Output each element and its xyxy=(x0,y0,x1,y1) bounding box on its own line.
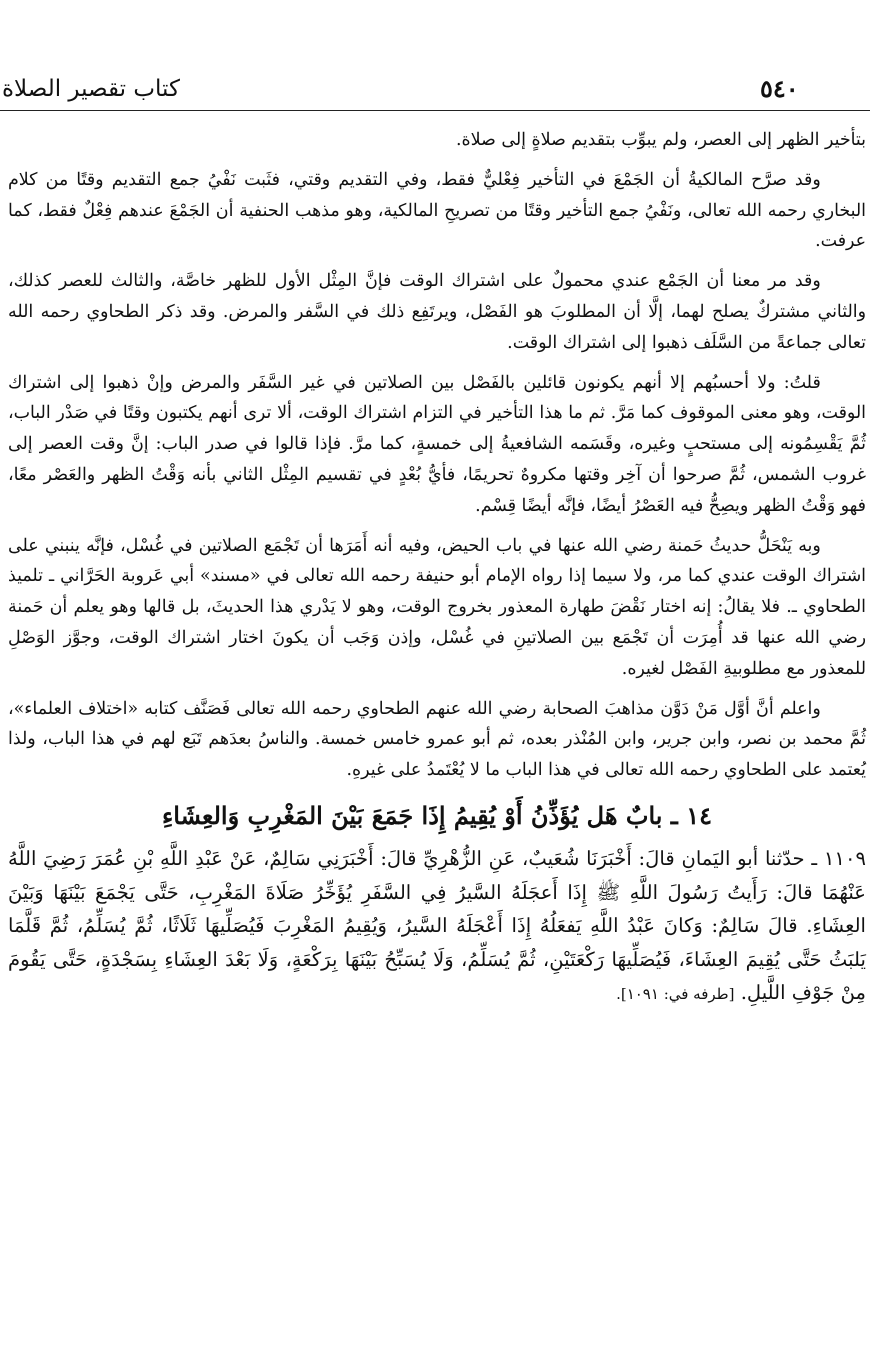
paragraph-qultu: قلتُ: ولا أحسبُهم إلا أنهم يكونون قائلين بالفَصْل بين الصلاتين في غير السَّفَر والمرض وإنْ ذهبوا إلى اشتراك الوقت، وهو معنى الموقوف كما مَرَّ. ثم ما هذا التأخير في التزام اشتراك الوقت، ألا ترى أنهم يكتبون وقتًا في صَدْر الباب، ثُمَّ يَقْسِمُونه إلى مستحبٍ وغيره، وقَسَمه الشافعيةُ إلى خمسةٍ، كما مرَّ. فإذا قالوا في صدر الباب: إنَّ وقت العصر إلى غروب الشمس، ثُمَّ صرحوا أن آخِر وقتها مكروهٌ تحريمًا، فأيُّ بُعْدٍ في تقسيم المِثْل الثاني بأنه وَقْتُ الظهر والعَصْر معًا، فهو وَقْتُ الظهر ويصِحُّ فيه العَصْرُ أيضًا، فإنَّه أيضًا قِسْم. xyxy=(8,372,866,516)
paragraph-shared-time: وقد مر معنا أن الجَمْع عندي محمولٌ على اشتراك الوقت فإنَّ المِثْل الأول للظهر خاصَّة، والثالث للعصر كذلك، والثاني مشتركٌ يصلح لهما، إلَّا أن المطلوبَ هو الفَصْل، ويرتَفِع ذلك في السَّفر والمرض. وقد ذكر الطحاوي رحمه الله تعالى جماعةً من السَّلَف ذهبوا إلى اشتراك الوقت. xyxy=(8,271,866,353)
hadith-body: ١١٠٩ ـ حدّثنا أبو اليَمانِ قالَ: أَخْبَرَنَا شُعَيبٌ، عَنِ الزُّهْرِيِّ قالَ: أَخْبَرَنِي سَالِمٌ، عَنْ عَبْدِ اللَّهِ بْنِ عُمَرَ رَضِيَ اللَّهُ عَنْهُمَا قالَ: رَأَيتُ رَسُولَ اللَّهِ ﷺ إِذَا أَعجَلَهُ السَّيرُ فِي السَّفَرِ يُؤَخِّرُ صَلَاةَ المَغْرِبِ، حَتَّى يَجْمَعَ بَيْنَهَا وَبَيْنَ العِشَاءِ. قالَ سَالِمٌ: وَكانَ عَبْدُ اللَّهِ يَفعَلُهُ إِذَا أَعْجَلَهُ السَّيرُ، وَيُقِيمُ المَغْرِبَ فَيُصَلِّيهَا ثَلَاثًا، ثُمَّ يُسَلِّمُ، ثُمَّ قَلَّمَا يَلبَثُ حَتَّى يُقِيمَ العِشَاءَ، فَيُصَلِّيهَا رَكْعَتَيْنِ، ثُمَّ يُسَلِّمُ، وَلَا يُسَبِّحُ بَيْنَهَا بِرَكْعَةٍ، وَلَا بَعْدَ العِشَاءِ بِسَجْدَةٍ، حَتَّى يَقُومَ مِنْ جَوْفِ اللَّيلِ. xyxy=(8,846,866,1005)
page-body xyxy=(8,125,866,1021)
paragraph-tahawi: واعلم أنَّ أوَّل مَنْ دَوَّن مذاهبَ الصحابة رضي الله عنهم الطحاوي رحمه الله تعالى فَصَنَّف كتابه «اختلاف العلماء»، ثُمَّ محمد بن نصر، وابن جرير، وابن المُنْذر بعده، ثم أبو عمرو خامس خمسة. والناسُ بعدَهم تَبَع لهم في هذا الباب، ولذا يُعتمد على الطحاوي رحمه الله تعالى في هذا الباب ما لا يُعْتَمدُ على غيرهِ. xyxy=(8,698,866,781)
running-header xyxy=(0,70,870,111)
paragraph-maliki: وقد صرَّح المالكيةُ أن الجَمْعَ في التأخير فِعْليٌّ فقط، وفي التقديم وقتي، فثَبت نَفْيُ جمع التقديم وقتًا من كلام البخاري رحمه الله تعالى، ونَفْيُ جمع التأخير وقتًا من تصريحِ المالكية، وهو مذهب الحنفية أن الجَمْعَ عندهم فِعْلٌ فقط، كما عرفت. xyxy=(8,169,866,252)
paragraph-hamna: وبه يَنْحَلُّ حديثُ حَمنة رضي الله عنها في باب الحيض، وفيه أنه أَمَرَها أن تَجْمَع الصلاتين في غُسْل، فإنَّه ينبني على اشتراك الوقت عندي كما مر، ولا سيما إذا رواه الإمام أبو حنيفة رحمه الله تعالى في «مسند» أبي عَروبة الحَرَّاني ـ تلميذ الطحاوي ـ. فلا يقالُ: إنه اختار نَقْضَ طهارة المعذور بخروج الوقت، وهو لا يَدْري هذا الحديثَ، بل قالها وهو يعلم أن حَمنة رضي الله عنها قد أُمِرَت أن تَجْمَع بين الصلاتينِ في غُسْل، وإذن وَجَب أن يكونَ اختار اشتراك الوقت، وجوَّز الوَصْلِ للمعذور مع مطلوبيةِ الفَصْل لغيره. xyxy=(8,535,866,679)
cross-reference: [طرفه في: ١٠٩١]. xyxy=(616,985,735,1004)
paragraph-continuation: بتأخير الظهر إلى العصر، ولم يبوِّب بتقديم صلاةٍ إلى صلاة. xyxy=(456,130,866,150)
page-number: ٥٤٠ xyxy=(760,74,799,103)
book-title: كتاب تقصير الصلاة xyxy=(2,76,180,102)
chapter-heading: ١٤ ـ بابٌ هَل يُؤَذِّنُ أَوْ يُقِيمُ إِذَا جَمَعَ بَيْنَ المَغْرِبِ وَالعِشَاءِ xyxy=(162,800,712,830)
hadith-text xyxy=(8,842,866,1012)
